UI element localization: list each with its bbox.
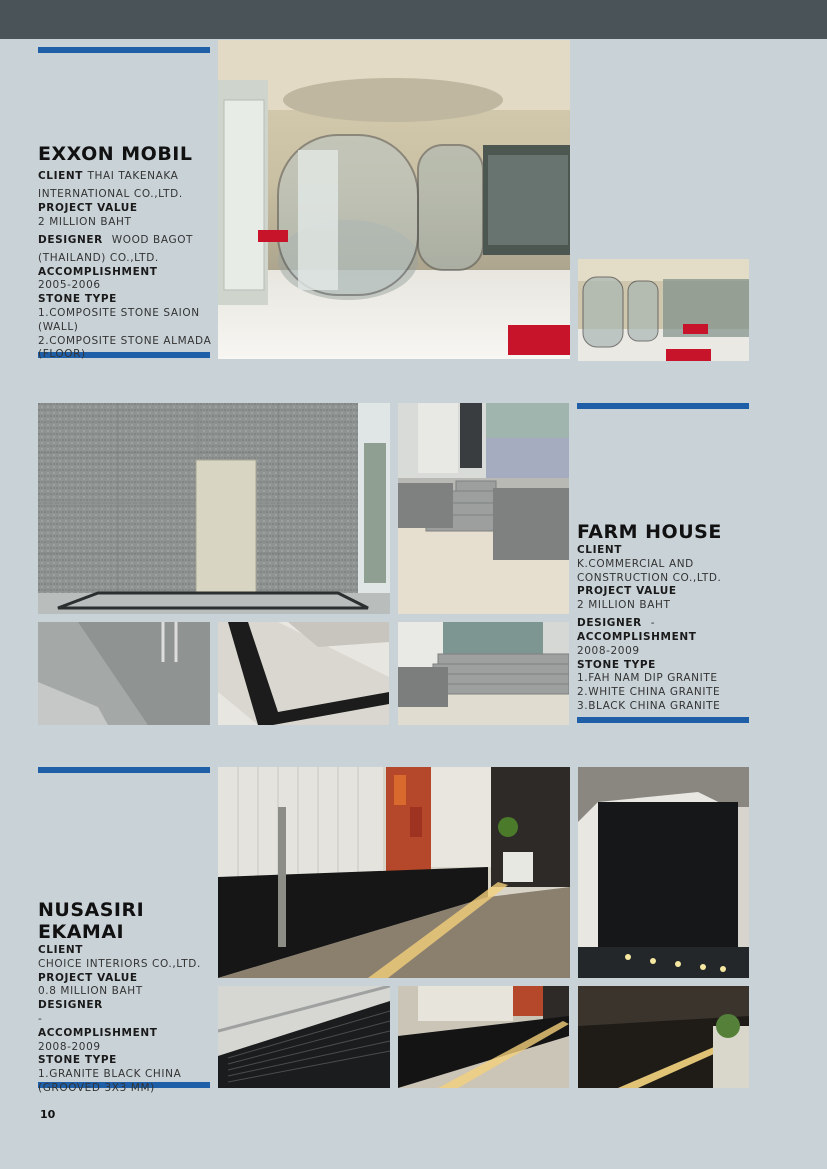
stone-type-item: 1.GRANITE BLACK CHINA (GROOVED 3X3 MM) <box>38 1068 182 1094</box>
designer-label: DESIGNER <box>38 999 103 1012</box>
accent-bar <box>577 717 749 723</box>
designer-label: DESIGNER <box>38 233 103 246</box>
project-value: 2 MILLION BAHT <box>38 215 132 228</box>
project-title: NUSASIRI EKAMAI <box>38 899 145 943</box>
project-exxon-mobil <box>38 143 213 362</box>
stone-type-label: STONE TYPE <box>577 658 656 671</box>
designer-label: DESIGNER <box>577 616 642 629</box>
accent-bar <box>38 47 210 53</box>
nusasiri-lobby-photo <box>218 767 570 978</box>
designer-value: - <box>38 1012 43 1025</box>
client-value: THAI TAKENAKA INTERNATIONAL CO.,LTD. <box>38 170 183 200</box>
project-nusasiri-ekamai <box>38 899 213 1096</box>
designer-value: - <box>650 616 656 629</box>
nusasiri-granite-base-photo <box>398 986 569 1088</box>
project-value: 2 MILLION BAHT <box>577 599 671 612</box>
stone-type-label: STONE TYPE <box>38 1054 117 1067</box>
nusasiri-light-strip-photo <box>578 986 749 1088</box>
exxon-lobby-photo-small <box>578 259 749 361</box>
accomplishment-label: ACCOMPLISHMENT <box>38 265 158 278</box>
project-title: FARM HOUSE <box>577 521 722 543</box>
page-number: 10 <box>40 1108 56 1121</box>
project-title: EXXON MOBIL <box>38 143 193 165</box>
header-bar <box>0 0 827 39</box>
client-label: CLIENT <box>577 544 623 556</box>
project-value: 0.8 MILLION BAHT <box>38 985 143 998</box>
stone-type-label: STONE TYPE <box>38 293 117 306</box>
accent-bar <box>38 767 210 773</box>
designer-value: WOOD BAGOT (THAILAND) CO.,LTD. <box>38 233 194 264</box>
accomplishment-label: ACCOMPLISHMENT <box>38 1026 158 1039</box>
project-value-label: PROJECT VALUE <box>38 971 138 984</box>
project-value-label: PROJECT VALUE <box>577 585 677 598</box>
client-value: K.COMMERCIAL AND CONSTRUCTION CO.,LTD. <box>577 557 722 584</box>
accomplishment-value: 2008-2009 <box>38 1040 101 1053</box>
accent-bar <box>577 403 749 409</box>
stone-type-item: 2.COMPOSITE STONE ALMADA (FLOOR) <box>38 334 212 361</box>
farmhouse-granite-wall-photo <box>38 403 390 614</box>
accomplishment-value: 2005-2006 <box>38 279 101 292</box>
stone-type-item: 1.FAH NAM DIP GRANITE <box>577 672 718 685</box>
project-farm-house <box>577 521 752 714</box>
farmhouse-entrance-steps-photo <box>398 622 569 725</box>
stone-type-item: 3.BLACK CHINA GRANITE <box>577 699 721 712</box>
client-value: CHOICE INTERIORS CO.,LTD. <box>38 957 201 970</box>
nusasiri-black-stairs-photo <box>218 986 390 1088</box>
client-label: CLIENT <box>38 170 84 182</box>
stone-type-item: 2.WHITE CHINA GRANITE <box>577 686 721 699</box>
farmhouse-exterior-stairs-photo <box>398 403 569 614</box>
project-value-label: PROJECT VALUE <box>38 202 138 214</box>
farmhouse-floor-border-photo <box>218 622 389 725</box>
accomplishment-value: 2008-2009 <box>577 644 640 657</box>
client-label: CLIENT <box>38 944 84 956</box>
farmhouse-granite-stair-closeup-photo <box>38 622 210 725</box>
stone-type-item: 1.COMPOSITE STONE SAION (WALL) <box>38 306 200 333</box>
exxon-lobby-photo <box>218 40 570 359</box>
nusasiri-water-wall-photo <box>578 767 749 978</box>
accomplishment-label: ACCOMPLISHMENT <box>577 630 697 643</box>
